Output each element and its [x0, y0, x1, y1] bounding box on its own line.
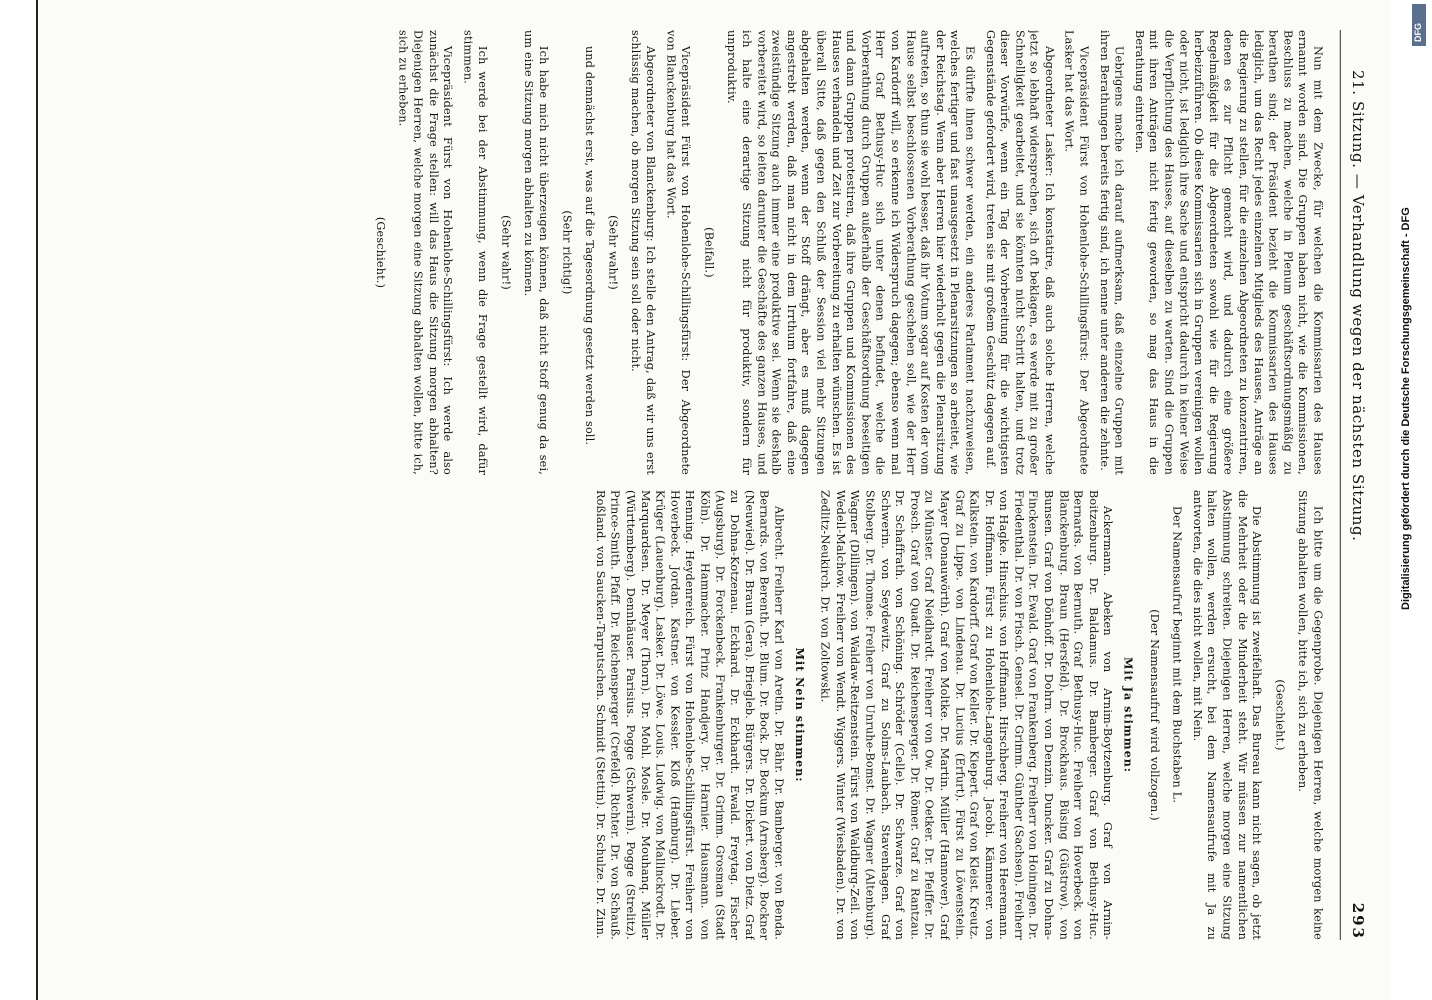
left-paragraph: Abgeordneter von Blanckenburg: Ich stelle den Antrag, daß wir uns erst schlüssig machen, ob morgen Sitzung sein soll oder nicht.	[629, 30, 658, 475]
left-paragraph: Nun mit dem Zwecke, für welchen die Kommissarien des Hauses ernannt worden sind. Die Gruppen haben nicht, wie die Kommissionen, Beschluss zu machen, welche in Plenum geschäftsordnungsmäßig zu berathen sind; der Präsident bezieht die Kommissarien des Hauses lediglich, um das Recht jedes einzelnen Mitglieds des Hauses, Anträge an die Regierung zu stellen, für die einzelnen Abgeordneten zu konzentriren, denen es zur Pflicht gemacht wird, und dadurch eine größere Regelmäßigkeit für die Abgeordneten sowohl wie für die Regierung herbeizuführen. Ob diese Kommissarien sich in Gruppen vereinigen wollen oder nicht, ist lediglich ihre Sache und entspricht dadurch in keiner Weise die Verpflichtung des Hauses, auf dieselben zu warten. Sind die Gruppen mit ihren Anträgen nicht fertig geworden, so mag das Haus in die Berathung eintreten.	[1132, 30, 1325, 475]
left-paragraph: Abgeordneter Lasker: Ich konstatire, daß auch solche Herren, welche jetzt so lebhaft widersprechen, sich oft beklagen, es werde mit zu großer Schnelligkeit gearbeitet, und sie könnten nicht Schritt halten, und trotz dieser Vorwürfe, wenn ein Tag der Vorbereitung für die wichtigsten Gegenstände gefordert wird, treten sie mit großem Geschütz dagegen auf.	[983, 30, 1057, 475]
left-paragraph: Ich werde bei der Abstimmung, wenn die Frage gestellt wird, dafür stimmen.	[461, 30, 490, 475]
stage-direction: (Geschieht.)	[1273, 679, 1287, 751]
stage-direction: (Geschieht.)	[373, 216, 387, 289]
vote-yes-heading: Mit Ja stimmen:	[1121, 657, 1136, 773]
right-paragraph: Der Namensaufruf beginnt mit dem Buchstaben L.	[1170, 506, 1184, 804]
left-paragraph: Es dürfte ihnen schwer werden, ein anderes Parlament nachzuweisen, welches fertiger und fast unausgesetzt in Plenarsitzungen so arbeitet, wie der Reichstag. Wenn aber Herren hier wiederholt gegen die Plenarsitzung auftreten, so thun sie wohl besser, daß ihr Votum sogar auf Kosten der vom Hause selbst beschlossenen Vorberathung geschehen soll, wie der Herr von Kardorff will, so erkenne ich Widerspruch dagegen; ebenso wenn mal Herr Graf Bethusy-Huc sich unter denen befindet, welche die Vorberathung durch Gruppen außerhalb der Geschäftsordnung beseitigen und dann Gruppen protestiren, daß ihre Gruppen und Kommissionen des Hauses verhandeln und Zeit zur Vorbereitung zu erhalten wünschen. Es ist überall Sitte, daß gegen den Schluß der Session viel mehr Sitzungen abgehalten werden, wenn der Stoff drängt, aber es muß dagegen angestrebt werden, daß man nicht in dem Irrthum fortfahre, daß eine zweistündige Sitzung auch immer eine produktive sei. Wenn sie deshalb vorbereitet wird, so leiten darunter die Geschäfte des ganzen Hauses, und ich halte eine derartige Sitzung nicht für produktiv, sondern für unproduktiv.	[725, 30, 977, 475]
left-paragraph: und demnächst erst, was auf die Tagesordnung gesetzt werden soll.	[583, 46, 597, 446]
credit-text: Digitalisierung gefördert durch die Deutsche Forschungsgemeinschaft - DFG	[1400, 207, 1412, 610]
left-paragraph: Uebrigens mache ich darauf aufmerksam, daß einzelne Gruppen mit ihren Berathungen bereits fertig sind, ich nenne unter anderen die zehnte.	[1097, 30, 1126, 475]
right-column	[60, 490, 1325, 940]
right-paragraph: Ich bitte um die Gegenprobe. Diejenigen Herren, welche morgen keine Sitzung abhalten wollen, bitte ich, sich zu erheben.	[1296, 490, 1325, 940]
vote-no-heading: Mit Nein stimmen:	[792, 647, 807, 783]
right-paragraph: Die Abstimmung ist zweifelhaft. Das Bureau kann nicht sagen, ob jetzt die Mehrheit oder die Minderheit steht. Wir müssen zur namentlichen Abstimmung schreiten. Diejenigen Herren, welche morgen eine Sitzung halten wollen, werden ersucht, bei dem Namensaufrufe mit Ja zu antworten, die dies nicht wollen, mit Nein.	[1190, 490, 1264, 940]
left-paragraph: Ich habe mich nicht überzeugen können, daß nicht Stoff genug da sei, um eine Sitzung morgen abhalten zu können.	[522, 30, 551, 475]
stage-direction: (Beifall.)	[702, 227, 716, 278]
stage-direction: (Sehr wahr!)	[606, 215, 620, 290]
running-title: 21. Sitzung. — Verhandlung wegen der nächsten Sitzung.	[1348, 70, 1368, 542]
page-number: 293	[1348, 902, 1368, 940]
rotated-document-page	[35, 0, 1402, 960]
stage-direction: (Sehr richtig!)	[560, 210, 574, 295]
digitization-credit	[1392, 20, 1432, 980]
stage-direction: (Sehr wahr!)	[499, 215, 513, 290]
vote-no-list: Albrecht. Freiherr Karl von Aretin. Dr. Bähr. Dr. Bamberger. von Benda. Bernards. von Berenth. Dr. Blum. Dr. Bock. Dr. Bockum (Arnsberg). Bockner (Neuwied). Dr. Braun (Gera). Briegleb. Bürgers. Dr. Dickert. von Dietz. Graf zu Dohna-Kotzenau. Eckhard. Dr. Eckhardt. Ewald. Freytag. Fischer (Augsburg). Dr. Forckenbeck. Frankenburger. Dr. Grimm. Grosman (Stadt Köln). Dr. Hammacher. Prinz Handjery. Dr. Harnier. Hausmann. von Henning. Heydenreich. Fürst von Hohenlohe-Schillingsfürst. Freiherr von Hoverbeck. Jordan. Kastner. von Kessler. Kloß (Hamburg). Dr. Lieber. Krüger (Lauenburg). Lasker. Dr. Löwe. Louis. Ludwig. von Mallinckrodt. Dr. Marquardsen. Dr. Meyer (Thorn). Dr. Mohl. Mosle. Dr. Mouhanq. Müller (Württemberg). Dennhäuser. Parisius. Pogge (Schwerin). Pogge (Strelitz). Prince-Smith. Pfaff. Dr. Reichensperger (Crefeld). Richter. Dr. von Schauß. Roßland. von Saucken-Tarputschen. Schmidt (Stettin). Dr. Schulze. Dr. Zinn.	[594, 490, 786, 940]
speaker-intro: Vicepräsident Fürst von Hohenlohe-Schillingsfürst: Der Abgeordnete von Blanckenburg hat das Wort.	[664, 30, 693, 475]
dfg-logo-text: DFG	[1413, 23, 1423, 42]
stage-direction: (Der Namensaufruf wird vollzogen.)	[1147, 609, 1161, 821]
speaker-intro: Vicepräsident Fürst von Hohenlohe-Schillingsfürst: Der Abgeordnete Lasker hat das Wort.	[1062, 30, 1091, 475]
running-header	[1340, 30, 1372, 940]
left-column	[60, 30, 1325, 475]
vote-yes-list: Ackermann. Abeken von Arnim-Boytzenburg. Graf von Arnim-Boitzenburg. Dr. Baldamus. Dr. Bamberger. Graf von Bethusy-Huc. Bernards. von Bernuth. Graf Bethusy-Huc. Freiherr von Hoverbeck. von Blanckenburg. Braun (Hersfeld). Dr. Brockhaus. Büsing (Güstrow). von Bunsen. Graf von Dönhoff. Dr. Dohrn. von Denzin. Duncker. Graf zu Dohna-Finckenstein. Dr. Ewald. Graf von Frankenberg. Freiherr von Hoiningen. Dr. Friedenthal. Dr. von Frisch. Gensel. Dr. Grimm. Günther (Sachsen). Freiherr von Hagke. Hinschius. von Hoffmann. Hirschberg. Freiherr von Heeremann. Dr. Hoffmann. Fürst zu Hohenlohe-Langenburg. Jacobi. Kämmerer. von Kalkstein. von Kardorff. Graf von Keller. Dr. Kiepert. Graf von Kleist. Kreutz. Graf zu Lippe. von Lindenau. Dr. Lucius (Erfurt). Fürst zu Löwenstein. Mayer (Donauwörth). Graf von Moltke. Dr. Martin. Müller (Hannover). Graf zu Münster. Graf Neidhardt. Freiherr von Ow. Dr. Oetker. Dr. Pfeiffer. Dr. Prosch. Graf von Quadt. Dr. Reichensperger. Dr. Römer. Graf zu Rantzau. Dr. Schaffrath. von Schöning. Schröder (Celle). Dr. Schwarze. Graf von Schwerin. von Seydewitz. Graf zu Solms-Laubach. Stavenhagen. Graf Stolberg. Dr. Thomae. Freiherr von Unruhe-Bomst. Dr. Wagner (Altenburg). Wagner (Dillingen). von Waldaw-Reitzenstein. Fürst von Waldburg-Zeil. von Wedell-Malchow. Freiherr von Wendt. Wiggers. Winter (Wiesbaden). Dr. von Zedlitz-Neukirch. Dr. von Zoltowski.	[818, 490, 1115, 940]
speaker-intro: Vicepräsident Fürst von Hohenlohe-Schillingsfürst: Ich werde also zunächst die Frage stellen: will das Haus die Sitzung morgen abhalten? Diejenigen Herren, welche morgen eine Sitzung abhalten wollen, bitte ich, sich zu erheben.	[396, 30, 455, 475]
